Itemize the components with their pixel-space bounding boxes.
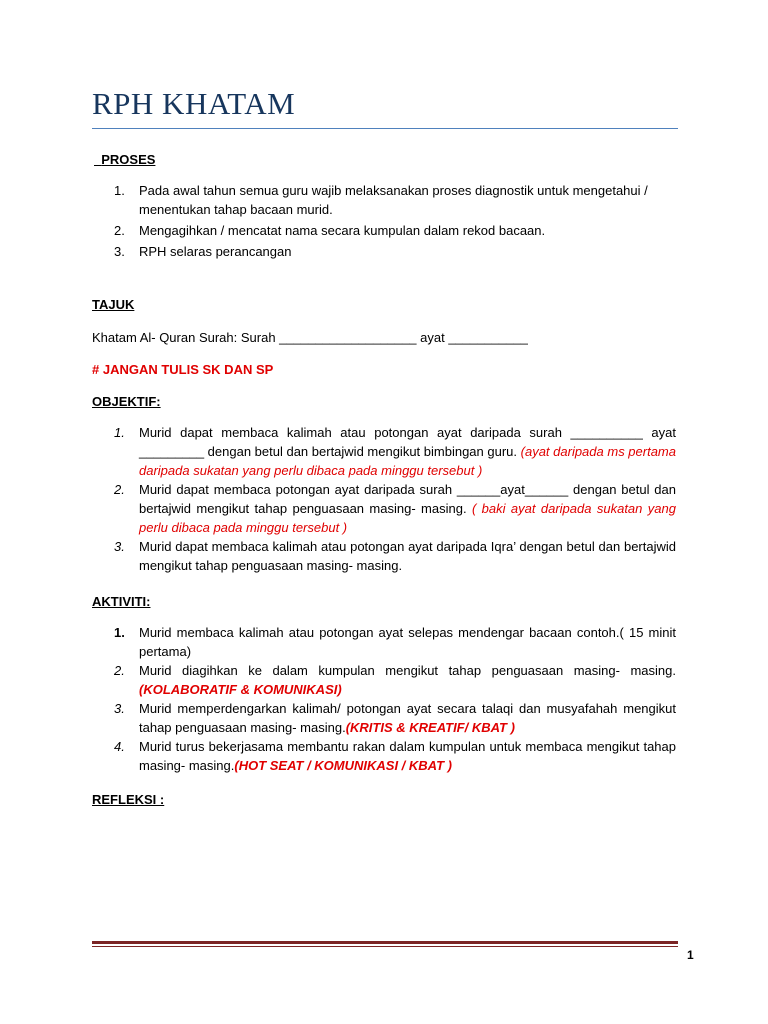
objektif-item [92, 537, 676, 575]
title-underline [92, 128, 678, 129]
proses-heading [94, 150, 676, 169]
objektif-item-note: (ayat daripada ms pertama daripada sukatan yang perlu dibaca pada minggu tersebut ) [139, 444, 676, 478]
refleksi-heading: REFLEKSI : [92, 792, 165, 807]
aktiviti-item-text: Murid memperdengarkan kalimah/ potongan ayat secara talaqi dan musyafahah mengikut tahap penguasaan masing- masing. [139, 701, 676, 735]
proses-item-number: 2. [114, 223, 125, 238]
aktiviti-item [92, 623, 676, 661]
aktiviti-item-tag: (KOLABORATIF & KOMUNIKASI) [139, 682, 342, 697]
proses-item-number: 1. [114, 183, 125, 198]
proses-item-text: RPH selaras perancangan [139, 244, 292, 259]
aktiviti-item-text: Murid diagihkan ke dalam kumpulan mengikut tahap penguasaan masing- masing. [139, 663, 676, 678]
objektif-item-number: 2. [114, 482, 125, 497]
proses-item-text: Pada awal tahun semua guru wajib melaksanakan proses diagnostik untuk mengetahui / menentukan tahap bacaan murid. [139, 183, 648, 217]
objektif-heading: OBJEKTIF: [92, 394, 161, 409]
aktiviti-item-text: Murid turus bekerjasama membantu rakan dalam kumpulan untuk membaca mengikut tahap masing- masing. [139, 739, 676, 773]
objektif-list [92, 423, 676, 575]
footer-rule-thick [92, 941, 678, 944]
objektif-item [92, 423, 676, 480]
aktiviti-item-text: Murid membaca kalimah atau potongan ayat selepas mendengar bacaan contoh.( 15 minit pertama) [139, 625, 676, 659]
objektif-item-text: Murid dapat membaca potongan ayat daripada surah ______ayat______ dengan betul dan bertajwid mengikut tahap penguasaan masing- masing. [139, 482, 676, 516]
aktiviti-item-tag: (KRITIS & KREATIF/ KBAT ) [345, 720, 515, 735]
objektif-item-number: 1. [114, 425, 125, 440]
aktiviti-item-number: 3. [114, 701, 125, 716]
proses-heading-text: PROSES [101, 152, 156, 167]
document-body [92, 150, 676, 809]
footer-rule-thin [92, 946, 678, 947]
objektif-item-note: ( baki ayat daripada sukatan yang perlu dibaca pada minggu tersebut ) [139, 501, 676, 535]
aktiviti-item-number: 2. [114, 663, 125, 678]
tajuk-heading: TAJUK [92, 297, 135, 312]
document-title: RPH KHATAM [92, 86, 296, 121]
page-number: 1 [687, 948, 694, 962]
proses-list [92, 181, 676, 261]
objektif-item [92, 480, 676, 537]
proses-item-number: 3. [114, 244, 125, 259]
aktiviti-item-tag: (HOT SEAT / KOMUNIKASI / KBAT ) [234, 758, 452, 773]
aktiviti-item [92, 661, 676, 699]
tajuk-line: Khatam Al- Quran Surah: Surah ___________________ ayat ___________ [92, 330, 528, 345]
proses-item [92, 242, 676, 261]
proses-item [92, 221, 676, 240]
objektif-item-text: Murid dapat membaca kalimah atau potongan ayat daripada surah __________ ayat _________ dengan betul dan bertajwid mengikut bimbingan guru. [139, 425, 676, 459]
aktiviti-item-number: 4. [114, 739, 125, 754]
proses-item-text: Mengagihkan / mencatat nama secara kumpulan dalam rekod bacaan. [139, 223, 546, 238]
proses-item [92, 181, 676, 219]
aktiviti-list [92, 623, 676, 775]
aktiviti-heading: AKTIVITI: [92, 594, 151, 609]
aktiviti-item [92, 737, 676, 775]
aktiviti-item-number: 1. [114, 625, 125, 640]
objektif-item-number: 3. [114, 539, 125, 554]
warning-note: # JANGAN TULIS SK DAN SP [92, 362, 274, 377]
aktiviti-item [92, 699, 676, 737]
objektif-item-text: Murid dapat membaca kalimah atau potongan ayat daripada Iqra’ dengan betul dan bertajwid mengikut tahap penguasaan masing- masing. [139, 539, 676, 573]
